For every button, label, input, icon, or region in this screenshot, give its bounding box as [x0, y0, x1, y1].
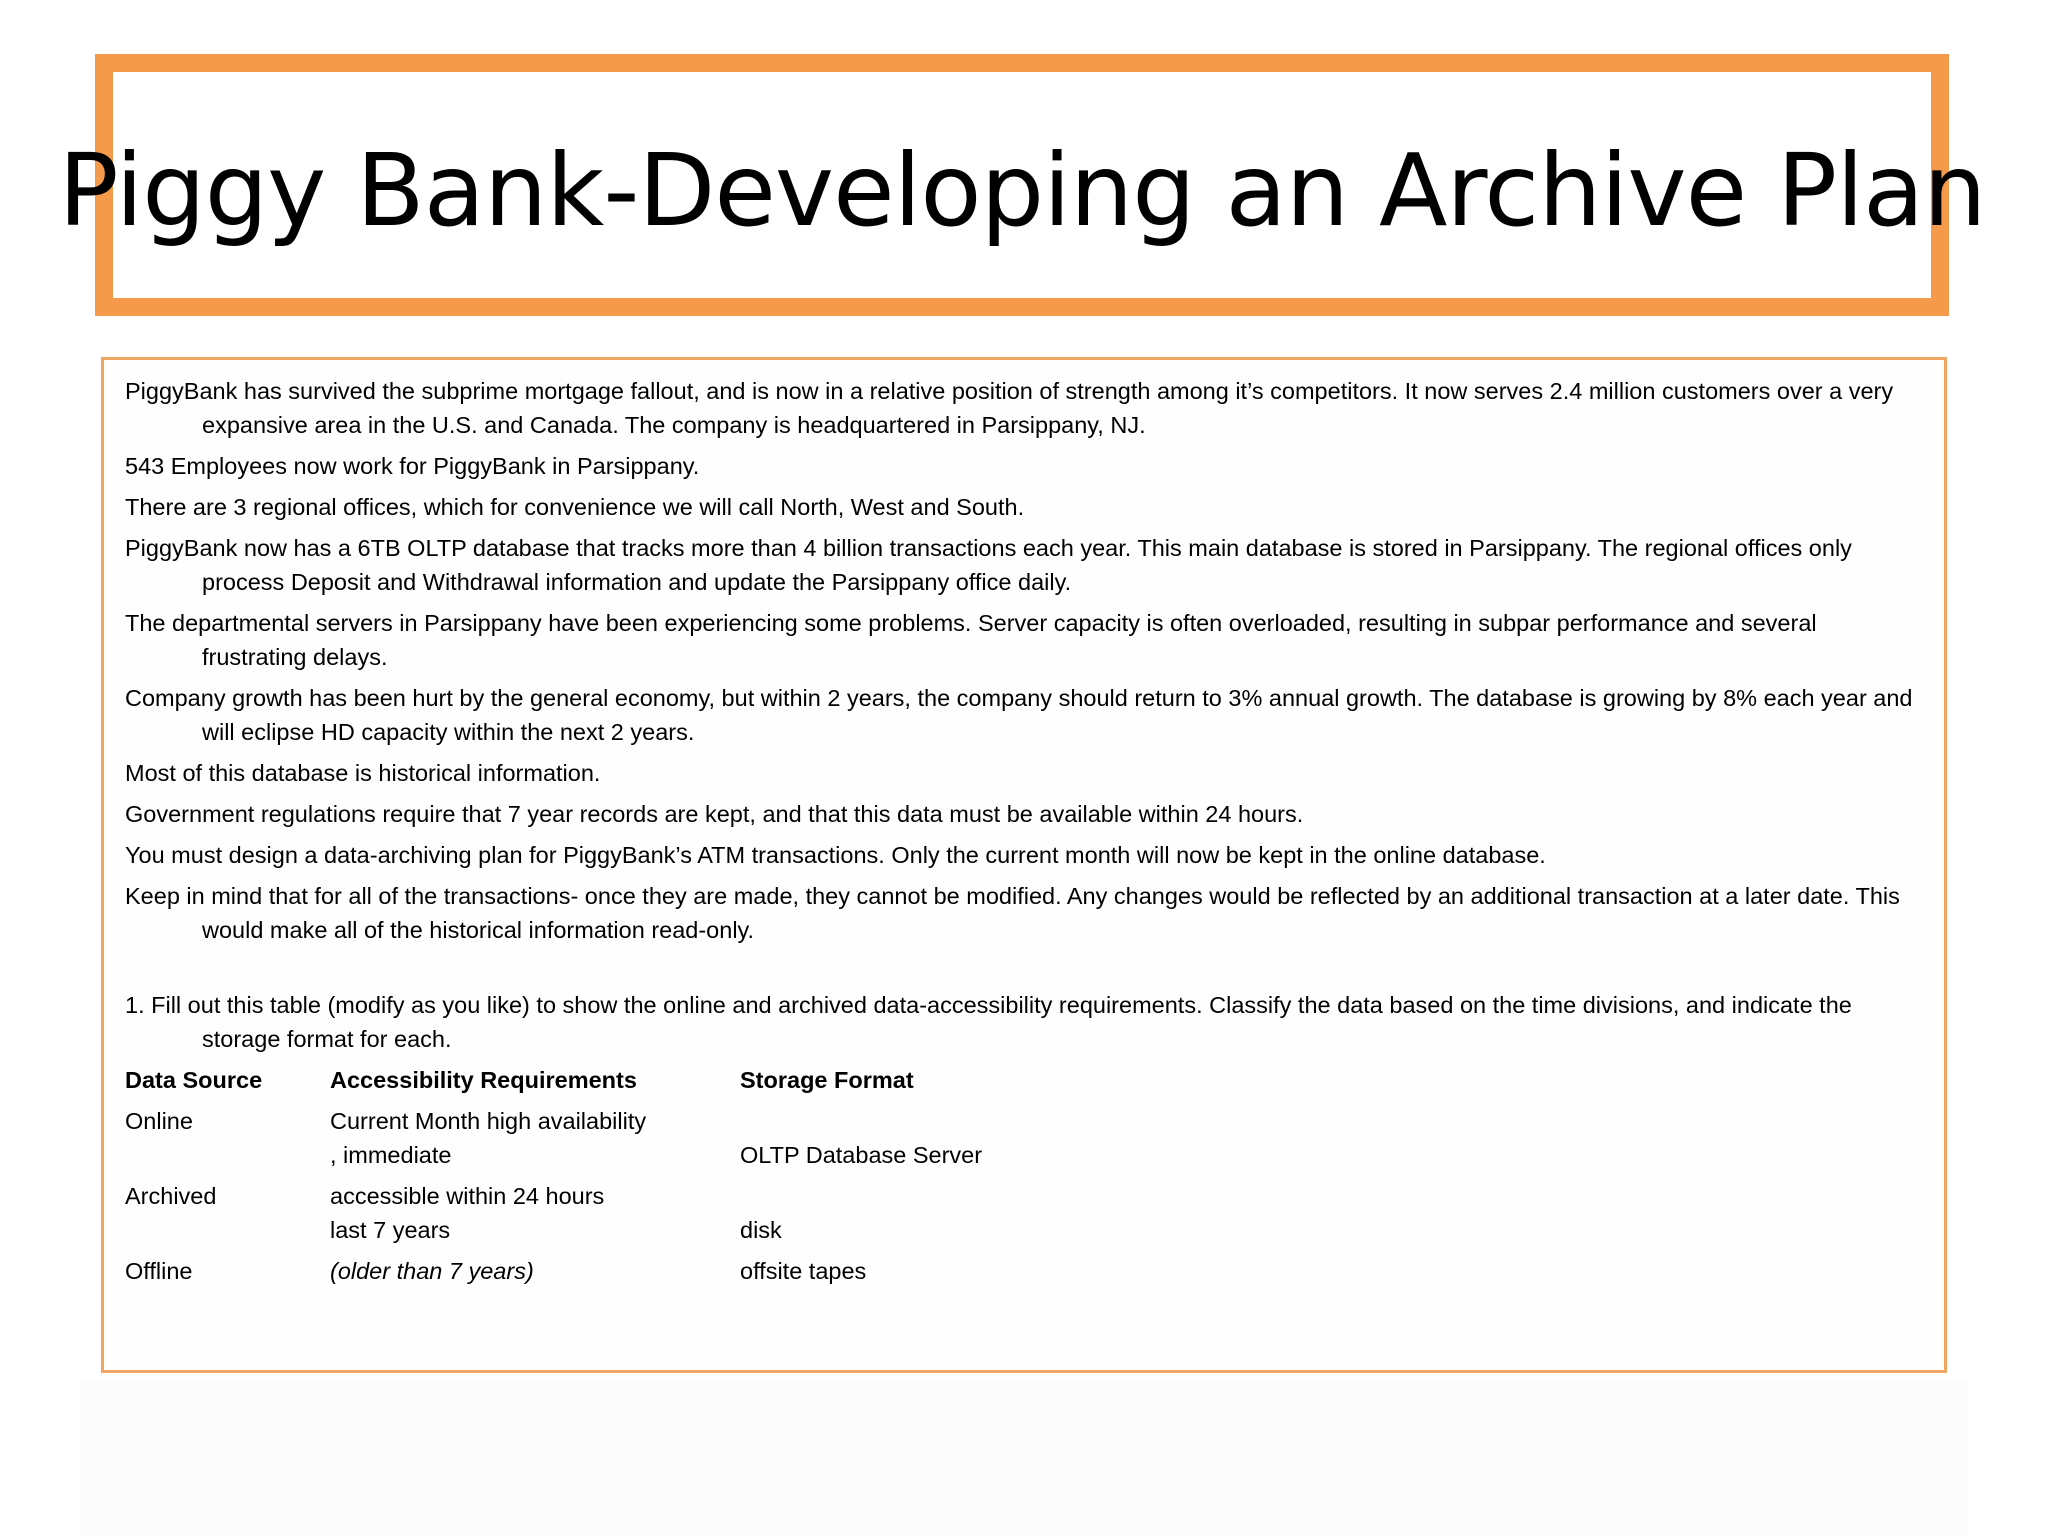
format-line: offsite tapes	[740, 1258, 867, 1284]
access-line: accessible within 24 hours	[330, 1183, 605, 1209]
question-1: 1. Fill out this table (modify as you like) to show the online and archived data-accessibility requirements. Classify the data based on the time divisions, and indicate the storage format for each.	[125, 992, 1852, 1052]
format-line: disk	[740, 1217, 782, 1243]
paragraph-growth: Company growth has been hurt by the general economy, but within 2 years, the company should return to 3% annual growth. The database is growing by 8% each year and will eclipse HD capacity within the next 2 years.	[125, 685, 1913, 745]
table-header-row	[125, 1063, 1140, 1104]
row-access	[330, 1254, 740, 1295]
format-line	[740, 1104, 1140, 1138]
header-accessibility: Accessibility Requirements	[330, 1067, 637, 1093]
table-row	[125, 1179, 1140, 1254]
paragraph-server-problems: The departmental servers in Parsippany have been experiencing some problems. Server capacity is often overloaded, resulting in subpar performance and several frustrating delays.	[125, 610, 1817, 670]
paragraph-regional-offices: There are 3 regional offices, which for convenience we will call North, West and South.	[125, 494, 1025, 520]
access-line: last 7 years	[330, 1217, 451, 1243]
format-line: OLTP Database Server	[740, 1142, 983, 1168]
row-format	[740, 1254, 1140, 1295]
content-box	[101, 357, 1947, 1373]
row-access	[330, 1104, 740, 1179]
access-line: (older than 7 years)	[330, 1258, 534, 1284]
format-line	[740, 1179, 1140, 1213]
access-line: , immediate	[330, 1142, 452, 1168]
header-data-source: Data Source	[125, 1067, 263, 1093]
row-source: Online	[125, 1108, 193, 1134]
row-access	[330, 1179, 740, 1254]
header-storage-format: Storage Format	[740, 1067, 914, 1093]
paragraph-employees: 543 Employees now work for PiggyBank in Parsippany.	[125, 453, 700, 479]
table-row	[125, 1104, 1140, 1179]
row-source: Archived	[125, 1183, 217, 1209]
row-format	[740, 1179, 1140, 1254]
slide-title: Piggy Bank-Developing an Archive Plan	[58, 131, 1986, 249]
paragraph-read-only: Keep in mind that for all of the transactions- once they are made, they cannot be modified. Any changes would be reflected by an additional transaction at a later date. This would make all of the historical information read-only.	[125, 883, 1900, 943]
slide-backdrop	[80, 1380, 1968, 1536]
paragraph-design-task: You must design a data-archiving plan for PiggyBank’s ATM transactions. Only the current month will now be kept in the online database.	[125, 842, 1546, 868]
paragraph-historical: Most of this database is historical information.	[125, 760, 601, 786]
access-line: Current Month high availability	[330, 1108, 647, 1134]
row-format	[740, 1104, 1140, 1179]
spacer	[125, 954, 1926, 988]
paragraph-database: PiggyBank now has a 6TB OLTP database that tracks more than 4 billion transactions each year. This main database is stored in Parsippany. The regional offices only process Deposit and Withdrawal information and update the Parsippany office daily.	[125, 535, 1852, 595]
title-box	[58, 54, 1986, 316]
row-source: Offline	[125, 1258, 193, 1284]
archive-table	[125, 1063, 1140, 1295]
paragraph-regulations: Government regulations require that 7 year records are kept, and that this data must be available within 24 hours.	[125, 801, 1304, 827]
paragraph-company-overview: PiggyBank has survived the subprime mortgage fallout, and is now in a relative position of strength among it’s competitors. It now serves 2.4 million customers over a very expansive area in the U.S. and Canada. The company is headquartered in Parsippany, NJ.	[125, 378, 1894, 438]
table-row	[125, 1254, 1140, 1295]
